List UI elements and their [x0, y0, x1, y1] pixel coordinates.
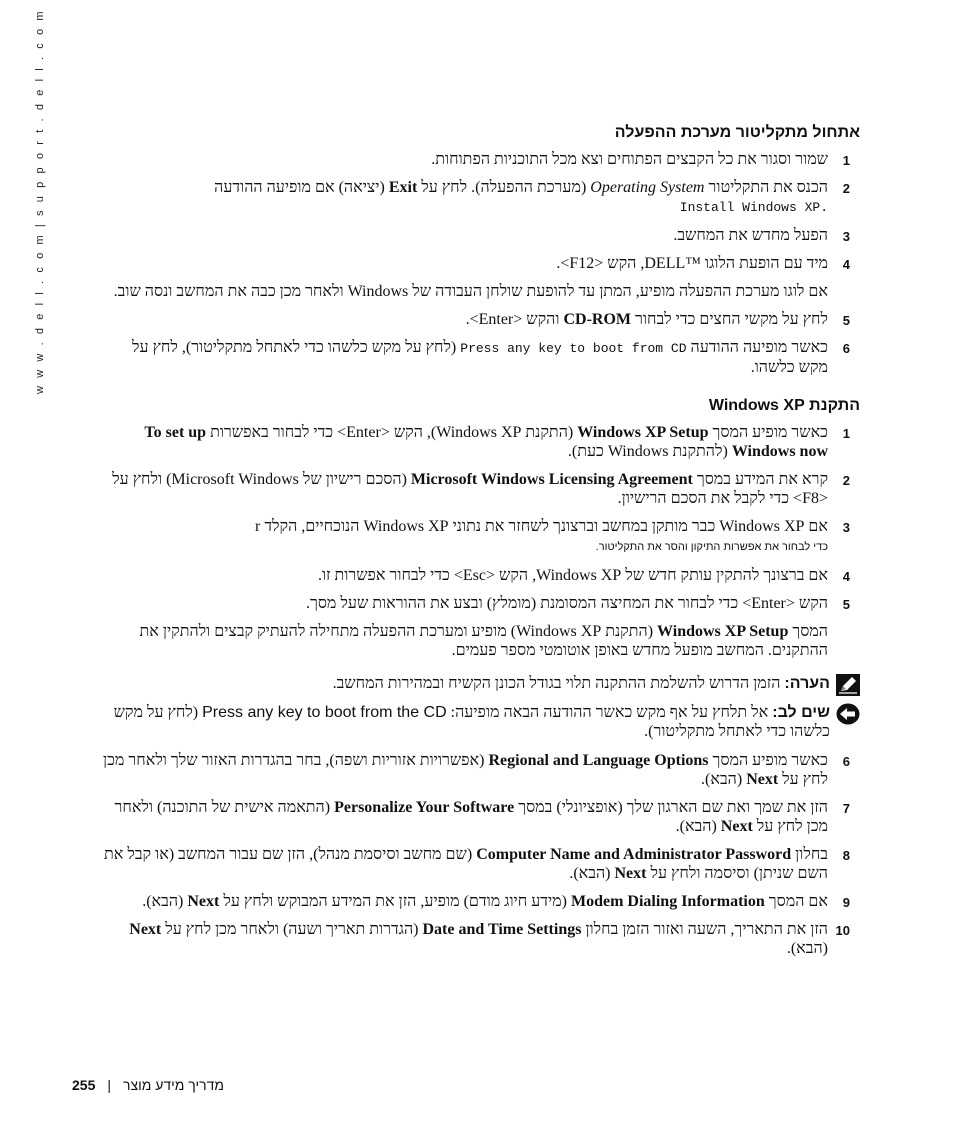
step-text: (מידע חיוג מודם) מופיע, הזן את המידע המבוקש ולחץ על — [219, 893, 571, 910]
step-number: 6 — [842, 754, 850, 769]
step-text: (התאמה אישית של התוכנה) ולאחר מכן לחץ על — [114, 799, 828, 835]
step-bold: Next — [129, 921, 162, 938]
para-text: המסך — [788, 623, 828, 640]
boot-step-6 — [100, 338, 860, 377]
step-number: 6 — [842, 341, 850, 356]
install-step-7 — [100, 798, 860, 836]
section-heading-install: התקנת Windows XP — [708, 397, 860, 414]
install-step-4 — [100, 566, 860, 585]
install-step-3 — [100, 517, 860, 557]
notice-arrow-icon — [836, 703, 860, 725]
step-text: אם המסך — [764, 893, 828, 910]
boot-step-5 — [100, 310, 860, 329]
step-bold: Next — [187, 893, 220, 910]
notice-box — [100, 703, 860, 741]
step-number: 1 — [842, 426, 850, 441]
install-step-5 — [100, 594, 860, 613]
step-text: לחץ על מקשי החצים כדי לבחור — [631, 311, 828, 328]
step-text: כאשר מופיעה ההודעה — [686, 339, 828, 356]
step-number: 9 — [842, 895, 850, 910]
install-step-9 — [100, 892, 860, 911]
step-text: (להתקנת Windows כעת). — [567, 443, 732, 460]
step-text: כאשר מופיע המסך — [708, 424, 828, 441]
para-bold: Windows XP Setup — [657, 623, 789, 640]
step-number: 4 — [842, 257, 850, 272]
install-step-8 — [100, 845, 860, 883]
step-bold: Personalize Your Software — [334, 799, 515, 816]
step-small-text: כדי לבחור את אפשרות התיקון והסר את התקליטור. — [595, 541, 828, 553]
step-bold: To set up Windows now — [144, 424, 828, 460]
step-number: 3 — [842, 520, 850, 535]
side-url: w w w . d e l l . c o m | s u p p o r t . d e l l . c o m — [34, 8, 46, 394]
step-bold: Windows XP Setup — [577, 424, 709, 441]
step-text: (הגדרות תאריך ושעה) ולאחר מכן לחץ על — [161, 921, 423, 938]
step-text: כאשר מופיע המסך — [708, 752, 828, 769]
step-text: מיד עם הופעת הלוגו ™DELL, הקש <F12>. — [556, 255, 828, 272]
step-code: Press any key to boot from CD — [460, 341, 687, 356]
step-bold: Date and Time Settings — [422, 921, 582, 938]
boot-step-3 — [100, 226, 860, 245]
install-paragraph — [100, 622, 860, 660]
footer-separator: | — [107, 1077, 111, 1093]
step-bold: Exit — [388, 179, 418, 196]
page-content — [100, 124, 860, 967]
pencil-note-icon — [836, 674, 860, 696]
step-bold: Microsoft Windows Licensing Agreement — [410, 471, 693, 488]
step-text: הפעל מחדש את המחשב. — [673, 227, 828, 244]
step-number: 8 — [842, 848, 850, 863]
step-text: שמור וסגור את כל הקבצים הפתוחים וצא מכל התוכניות הפתוחות. — [431, 151, 828, 168]
step-number: 7 — [842, 801, 850, 816]
step-text: (שם מחשב וסיסמת מנהל), הזן שם עבור המחשב (או קבל את השם שניתן) וסיסמה ולחץ על — [104, 846, 828, 882]
notice-message: Press any key to boot from the CD — [202, 704, 447, 721]
step-text: (הבא). — [786, 940, 828, 957]
footer-title: מדריך מידע מוצר — [123, 1077, 224, 1093]
step-bold: CD-ROM — [563, 311, 632, 328]
step-text: (מערכת ההפעלה). לחץ על — [417, 179, 591, 196]
step-number: 2 — [842, 181, 850, 196]
step-number: 5 — [842, 313, 850, 328]
step-number: 5 — [842, 597, 850, 612]
step-text: בחלון — [791, 846, 828, 863]
install-step-2 — [100, 470, 860, 508]
boot-step-1 — [100, 150, 860, 169]
step-bold: Next — [746, 771, 779, 788]
step-bold: Next — [720, 818, 753, 835]
step-text: (התקנת Windows XP), הקש <Enter> כדי לבחור באפשרות — [206, 424, 578, 441]
step-code: Install Windows XP. — [679, 200, 828, 215]
boot-paragraph: אם לוגו מערכת ההפעלה מופיע, המתן עד להופעת שולחן העבודה של Windows ולאחר מכן כבה את המחשב ונסה שוב. — [113, 283, 828, 300]
step-text: אם ברצונך להתקין עותק חדש של Windows XP, הקש <Esc> כדי לבחור אפשרות זו. — [317, 567, 828, 584]
step-text: (הבא). — [675, 818, 721, 835]
step-text: אם Windows XP כבר מותקן במחשב וברצונך לשחזר את נתוני Windows XP הנוכחיים, הקלד r — [255, 518, 828, 535]
step-number: 3 — [842, 229, 850, 244]
step-bold: Next — [614, 865, 647, 882]
step-text: (הסכם רישיון של Microsoft Windows) ולחץ על <F8> כדי לקבל את הסכם הרישיון. — [112, 471, 828, 507]
step-number: 1 — [842, 153, 850, 168]
note-label: הערה: — [784, 675, 830, 692]
step-bold: Computer Name and Administrator Password — [476, 846, 792, 863]
note-box — [100, 674, 860, 693]
step-number: 4 — [842, 569, 850, 584]
notice-label: שים לב: — [772, 704, 830, 721]
step-text: (יציאה) אם מופיעה ההודעה — [214, 179, 389, 196]
step-text: הכנס את התקליטור — [704, 179, 828, 196]
page-footer — [72, 1077, 224, 1093]
notice-text: (לחץ על מקש כלשהו כדי לאתחל מתקליטור). — [113, 704, 830, 740]
page-number: 255 — [72, 1077, 96, 1093]
para-text: (התקנת Windows XP) מופיע ומערכת ההפעלה מתחילה להעתיק קבצים ולהתקין את ההתקנים. המחשב מופעל מחדש באופן אוטומטי מספר פעמים. — [139, 623, 828, 659]
install-step-6 — [100, 751, 860, 789]
step-text: (הבא). — [701, 771, 747, 788]
boot-step-4 — [100, 254, 860, 273]
step-text: והקש <Enter>. — [465, 311, 564, 328]
step-text: הזן את שמך ואת שם הארגון שלך (אופציונלי) במסך — [514, 799, 828, 816]
step-text: הזן את התאריך, השעה ואזור הזמן בחלון — [581, 921, 828, 938]
step-bold: Modem Dialing Information — [570, 893, 765, 910]
step-text: (הבא). — [142, 893, 188, 910]
section-heading-boot: אתחול מתקליטור מערכת ההפעלה — [614, 124, 860, 141]
step-text: (אפשרויות אזוריות ושפה), בחר בהגדרות האזור שלך ולאחר מכן לחץ על — [103, 752, 828, 788]
step-text: (הבא). — [569, 865, 615, 882]
step-bold: Regional and Language Options — [488, 752, 709, 769]
step-number: 10 — [835, 923, 850, 938]
step-text: הקש <Enter> כדי לבחור את המחיצה המסומנת (מומלץ) ובצע את ההוראות שעל מסך. — [305, 595, 828, 612]
step-emphasis: Operating System — [590, 179, 705, 196]
note-text: הזמן הדרוש להשלמת ההתקנה תלוי בגודל הכונן הקשיח ובמהירות המחשב. — [332, 675, 785, 692]
boot-step-2 — [100, 178, 860, 217]
step-text: (לחץ על מקש כלשהו כדי לאתחל מתקליטור), לחץ על מקש כלשהו. — [132, 339, 828, 376]
step-number: 2 — [842, 473, 850, 488]
step-text: קרא את המידע במסך — [692, 471, 828, 488]
install-step-10 — [100, 920, 860, 958]
notice-text: אל תלחץ על אף מקש כאשר ההודעה הבאה מופיעה: — [446, 704, 773, 721]
install-step-1 — [100, 423, 860, 461]
